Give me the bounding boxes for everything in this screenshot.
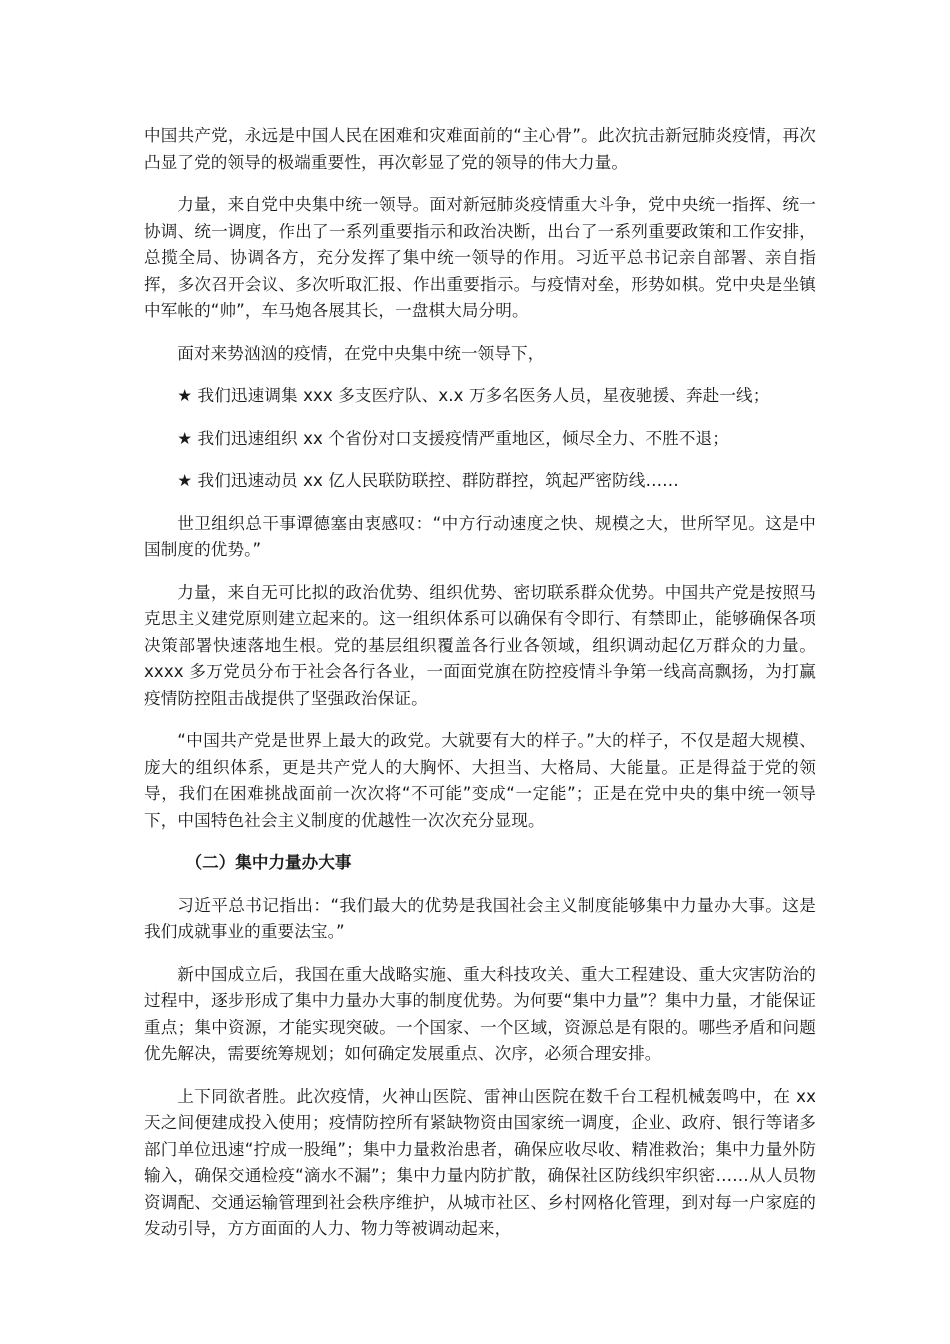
bullet-provinces-support: ★ 我们迅速组织 xx 个省份对口支援疫情严重地区，倾尽全力、不胜不退； bbox=[177, 428, 729, 448]
bullet-joint-prevention: ★ 我们迅速动员 xx 亿人民联防联控、群防群控，筑起严密防线…… bbox=[177, 471, 679, 490]
document-body bbox=[144, 123, 816, 1259]
paragraph-intro: 中国共产党，永远是中国人民在困难和灾难面前的“主心骨”。此次抗击新冠肺炎疫情，再次凸显了党的领导的极端重要性，再次彰显了党的领导的伟大力量。 bbox=[144, 126, 816, 172]
paragraph-leadership: 力量，来自党中央集中统一领导。面对新冠肺炎疫情重大斗争，党中央统一指挥、统一协调、统一调度，作出了一系列重要指示和政治决断，出台了一系列重要政策和工作安排，总揽全局、协调各方，充分发挥了集中统一领导的作用。习近平总书记亲自部署、亲自指挥，多次召开会议、多次听取汇报、作出重要指示。与疫情对垒，形势如棋。党中央是坐镇中军帐的“帅”，车马炮各展其长，一盘棋大局分明。 bbox=[144, 195, 816, 320]
paragraph-xi-quote: 习近平总书记指出：“我们最大的优势是我国社会主义制度能够集中力量办大事。这是我们成就事业的重要法宝。” bbox=[144, 895, 816, 941]
paragraph-facing-epidemic: 面对来势汹汹的疫情，在党中央集中统一领导下， bbox=[177, 343, 545, 363]
paragraph-political-advantage: 力量，来自无可比拟的政治优势、组织优势、密切联系群众优势。中国共产党是按照马克思主义建党原则建立起来的。这一组织体系可以确保有令即行、有禁即止，能够确保各项决策部署快速落地生根。党的基层组织覆盖各行业各领域，组织调动起亿万群众的力量。xxxx 多万党员分布于社会各行各业，一面面党旗在防控疫情斗争第一线高高飘扬，为打赢疫情防控阻击战提供了坚强政治保证。 bbox=[144, 582, 816, 708]
paragraph-who-quote: 世卫组织总干事谭德塞由衷感叹：“中方行动速度之快、规模之大，世所罕见。这是中国制度的优势。” bbox=[144, 513, 816, 559]
bullet-medical-teams: ★ 我们迅速调集 xxx 多支医疗队、x.x 万多名医务人员，星夜驰援、奔赴一线； bbox=[177, 386, 770, 405]
paragraph-largest-party: “中国共产党是世界上最大的政党。大就要有大的样子。”大的样子，不仅是超大规模、庞大的组织体系，更是共产党人的大胸怀、大担当、大格局、大能量。正是得益于党的领导，我们在困难挑战面前一次次将“不可能”变成“一定能”；正是在党中央的集中统一领导下，中国特色社会主义制度的优越性一次次充分显现。 bbox=[144, 731, 816, 830]
paragraph-new-china: 新中国成立后，我国在重大战略实施、重大科技攻关、重大工程建设、重大灾害防治的过程中，逐步形成了集中力量办大事的制度优势。为何要“集中力量”？集中力量，才能保证重点；集中资源，才能实现突破。一个国家、一个区域，资源总是有限的。哪些矛盾和问题优先解决，需要统筹规划；如何确定发展重点、次序，必须合理安排。 bbox=[144, 964, 816, 1063]
section-heading: （二）集中力量办大事 bbox=[185, 853, 352, 872]
paragraph-unity: 上下同欲者胜。此次疫情，火神山医院、雷神山医院在数千台工程机械轰鸣中，在 xx 天之间便建成投入使用；疫情防控所有紧缺物资由国家统一调度，企业、政府、银行等诸多部门单位迅速“拧成一股绳”；集中力量救治患者，确保应收尽收、精准救治；集中力量外防输入，确保交通检疫“滴水不漏”；集中力量内防扩散，确保社区防线织牢织密……从人员物资调配、交通运输管理到社会秩序维护，从城市社区、乡村网格化管理，到对每一户家庭的发动引导，方方面面的人力、物力等被调动起来， bbox=[144, 1086, 816, 1238]
